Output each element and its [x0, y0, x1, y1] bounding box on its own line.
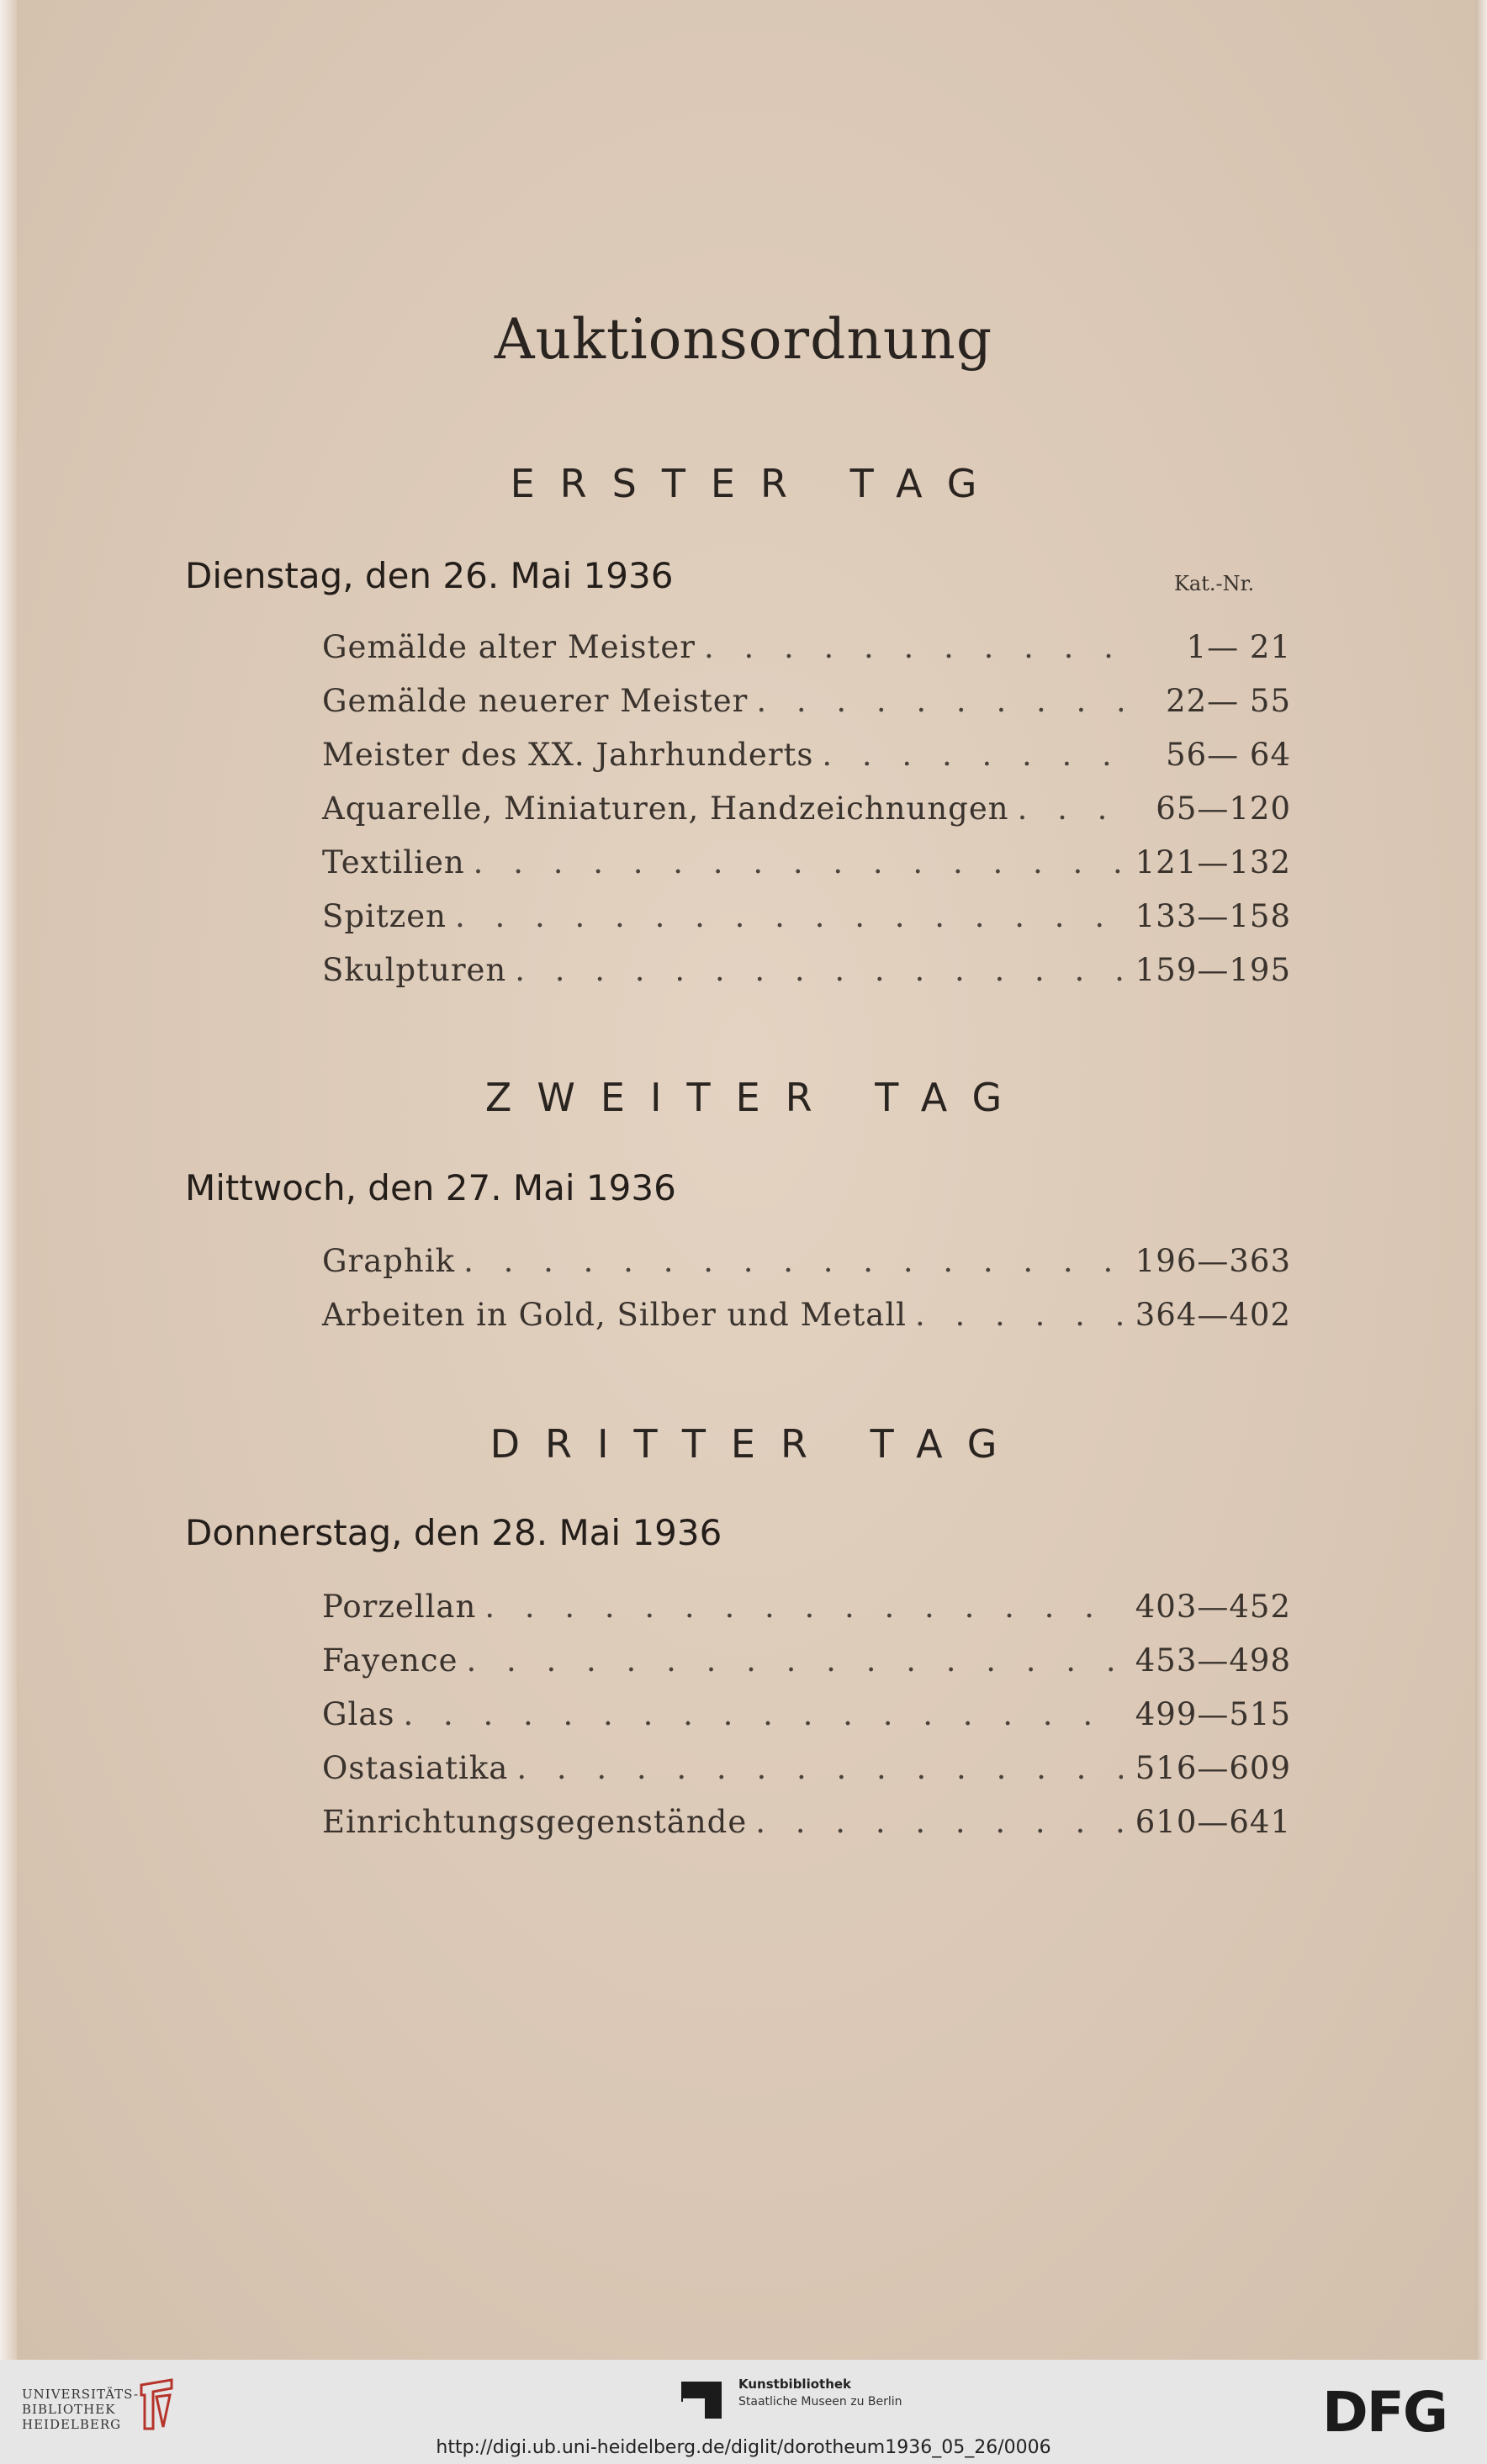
item-range: 453—498	[1135, 1642, 1291, 1679]
ub-logo-line: HEIDELBERG	[22, 2417, 122, 2432]
leader-dots	[755, 1795, 1123, 1849]
leader-dots	[915, 1288, 1123, 1342]
item-range: 610—641	[1135, 1804, 1291, 1840]
item-range: 22— 55	[1166, 683, 1291, 719]
dfg-logo[interactable]: DFG	[1322, 2380, 1447, 2445]
list-item	[322, 728, 1291, 782]
item-range: 364—402	[1135, 1297, 1291, 1333]
list-item	[322, 1634, 1291, 1688]
item-range: 516—609	[1135, 1750, 1291, 1786]
leader-dots	[403, 1688, 1123, 1742]
list-item	[322, 1688, 1291, 1742]
item-range: 121—132	[1135, 844, 1291, 880]
item-range: 65—120	[1156, 790, 1291, 827]
day-date-3: Donnerstag, den 28. Mai 1936	[185, 1512, 722, 1553]
item-label: Aquarelle, Miniaturen, Handzeichnungen	[322, 790, 1009, 827]
day-heading-3: DRITTER TAG	[489, 1421, 1023, 1467]
leader-dots	[516, 1742, 1123, 1795]
list-item	[322, 836, 1291, 890]
item-label: Gemälde alter Meister	[322, 629, 696, 665]
item-label: Spitzen	[322, 898, 447, 934]
item-label: Gemälde neuerer Meister	[322, 683, 749, 719]
list-item	[322, 1580, 1291, 1634]
ub-logo-line: BIBLIOTHEK	[22, 2402, 116, 2417]
leader-dots	[1018, 782, 1123, 836]
item-range: 196—363	[1135, 1243, 1291, 1279]
day-heading-2: ZWEITER TAG	[484, 1075, 1028, 1120]
item-range: 56— 64	[1166, 737, 1291, 773]
leader-dots	[466, 1634, 1123, 1688]
item-label: Arbeiten in Gold, Silber und Metall	[322, 1297, 908, 1333]
ub-shield-icon	[138, 2377, 175, 2432]
list-item	[322, 1742, 1291, 1795]
item-label: Fayence	[322, 1642, 458, 1679]
list-item	[322, 890, 1291, 944]
item-label: Graphik	[322, 1243, 456, 1279]
item-label: Einrichtungsgegenstände	[322, 1804, 748, 1840]
list-item	[322, 1235, 1291, 1288]
leader-dots	[704, 621, 1123, 674]
item-label: Porzellan	[322, 1589, 477, 1625]
item-label: Ostasiatika	[322, 1750, 509, 1786]
list-item	[322, 782, 1291, 836]
kunstbibliothek-icon	[680, 2378, 723, 2422]
list-item	[322, 1288, 1291, 1342]
ub-logo-line: UNIVERSITÄTS-	[22, 2387, 140, 2402]
item-label: Skulpturen	[322, 952, 507, 988]
leader-dots	[484, 1580, 1123, 1634]
item-label: Textilien	[322, 844, 465, 880]
item-range: 133—158	[1135, 898, 1291, 934]
leader-dots	[455, 890, 1123, 944]
day-date-1: Dienstag, den 26. Mai 1936	[185, 555, 674, 596]
item-range: 159—195	[1135, 952, 1291, 988]
day-date-2: Mittwoch, den 27. Mai 1936	[185, 1167, 676, 1208]
leader-dots	[474, 836, 1123, 890]
day-heading-1: ERSTER TAG	[510, 461, 1003, 506]
leader-dots	[515, 944, 1123, 997]
permalink-url[interactable]: http://digi.ub.uni-heidelberg.de/diglit/dorotheum1936_05_26/0006	[436, 2437, 1051, 2458]
kb-subtitle: Staatliche Museen zu Berlin	[738, 2395, 902, 2408]
item-range: 499—515	[1135, 1696, 1291, 1732]
leader-dots	[756, 674, 1123, 728]
day-3-items	[322, 1580, 1291, 1849]
leader-dots	[463, 1235, 1123, 1288]
item-range: 1— 21	[1186, 629, 1291, 665]
item-range: 403—452	[1135, 1589, 1291, 1625]
list-item	[322, 674, 1291, 728]
list-item	[322, 944, 1291, 997]
kat-nr-column-label: Kat.-Nr.	[1174, 572, 1255, 595]
list-item	[322, 1795, 1291, 1849]
day-2-items	[322, 1235, 1291, 1342]
list-item	[322, 621, 1291, 674]
page-title: Auktionsordnung	[494, 307, 993, 372]
day-1-items	[322, 621, 1291, 997]
kb-name: Kunstbibliothek	[738, 2377, 852, 2392]
item-label: Meister des XX. Jahrhunderts	[322, 737, 814, 773]
item-label: Glas	[322, 1696, 395, 1732]
leader-dots	[822, 728, 1123, 782]
